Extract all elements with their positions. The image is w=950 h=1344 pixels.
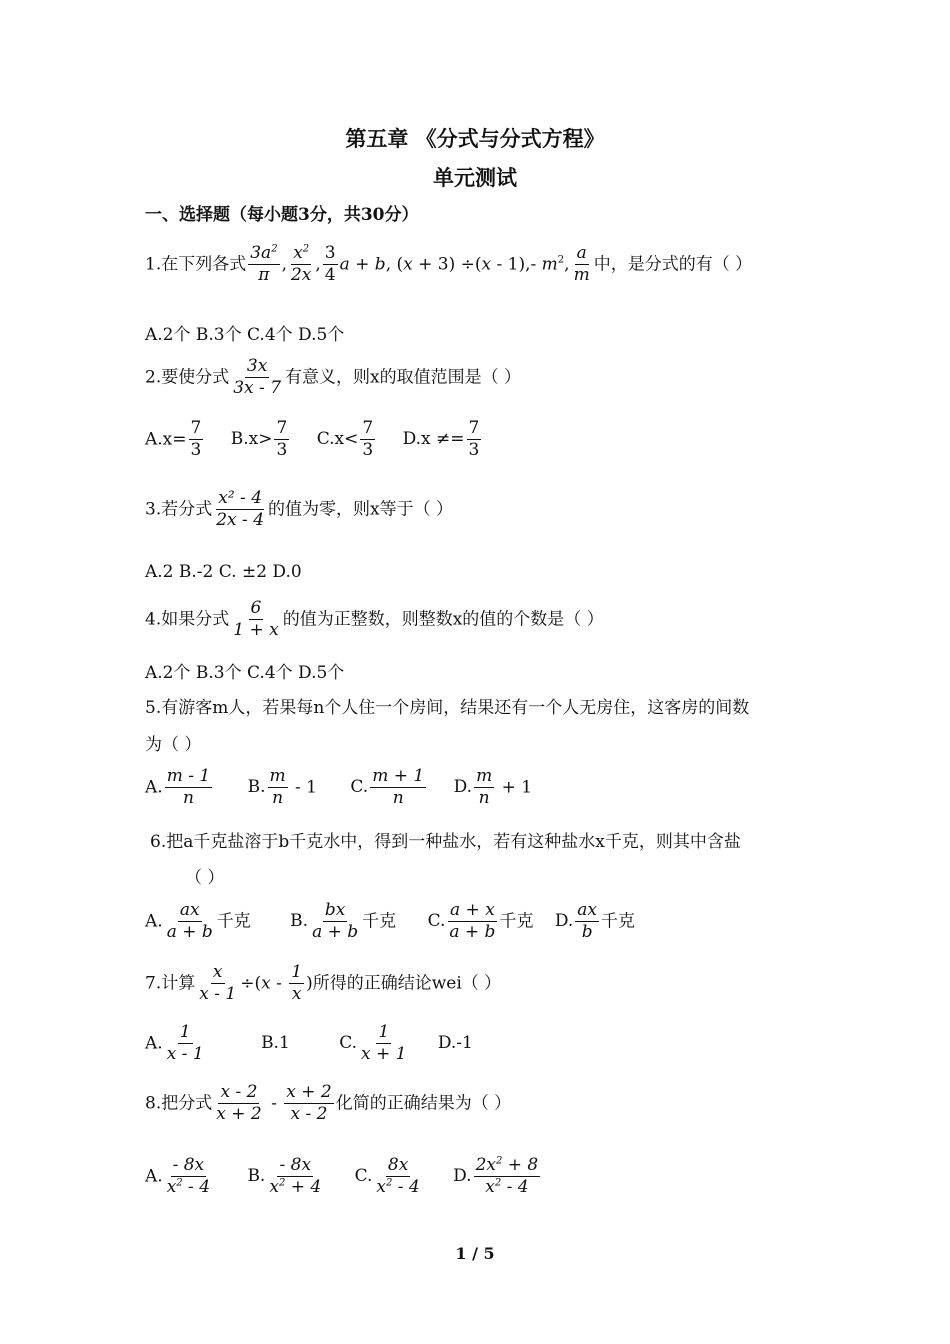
q5-options: A. $\frac{m - 1}{n}$ B. $\frac{m}{n}$ - 1 C. $\frac{m + 1}{n}$ D. $\frac{m}{n}$ + 1 [145,766,533,809]
q1-stem-end: 中，是分式的有（ ） [593,254,753,275]
q4-numerator: 6 [249,598,264,620]
q6-unit-d: 千克 [601,911,636,932]
q7-opt-b: B.1 [261,1033,290,1054]
q2-options: A.x= $\frac{7}{3}$ B.x> $\frac{7}{3}$ C.x< $\frac{7}{3}$ D.x ≠= $\frac{7}{3}$ [145,418,480,461]
page-subtitle: 单元测试 [433,165,517,190]
question-7: 7.计算 $\frac{x}{x - 1}$ ÷(x - $\frac{1}{x}$ )所得的正确结论wei（ ） [145,962,502,1005]
q7-options: A. $\frac{1}{x - 1}$ B.1 C. $\frac{1}{x + 1}$ D.-1 [145,1022,473,1065]
q2-opt-b: B.x> [230,429,273,450]
q3-stem: 3.若分式 [145,499,213,520]
q4-denominator: 1 + x [233,620,279,641]
q1-options: A.2个 B.3个 C.4个 D.5个 [145,325,345,345]
q4-stem: 4.如果分式 [145,609,230,630]
q5-opt-a: A. [145,777,163,798]
question-3 [145,488,453,532]
q6-line-1: 6.把a千克盐溶于b千克水中，得到一种盐水，若有这种盐水x千克，则其中含盐 [150,832,741,852]
page-title: 第五章 《分式与分式方程》 [345,126,605,151]
q2-opt-a: A.x= [145,429,187,450]
q5-opt-b: B. [247,777,266,798]
q7-opt-d: D.-1 [437,1033,473,1054]
q6-unit-b: 千克 [362,911,397,932]
q2-opt-d: D.x ≠= [402,429,465,450]
q5-opt-c: C. [350,777,369,798]
q5-line-2: 为（ ） [145,735,202,755]
q3-options: A.2 B.-2 C. ±2 D.0 [145,562,302,582]
page-number: 1 / 5 [455,1244,495,1263]
q3-numerator: x² - 4 [216,488,264,510]
q6-line-2: （ ） [185,868,225,888]
q2-stem-end: 有意义，则x的取值范围是（ ） [285,367,522,388]
q2-stem: 2.要使分式 [145,367,230,388]
question-4 [145,598,604,642]
q1-stem: 1.在下列各式 [145,254,247,275]
question-1: 1.在下列各式 $\frac{3a^2}{\pi}$ , $\frac{x^2}{2x}$ , $\frac{3}{4}$ a + b, (x + 3) ÷(x - 1),- $m^2$, $\frac{a}{m}$ 中，是分式的有（ ） [145,243,753,286]
section-heading: 一、选择题（每小题3分，共30分） [145,205,419,225]
q5-line-1: 5.有游客m人，若果每n个人住一个房间，结果还有一个人无房住，这客房的间数 [145,698,750,718]
question-8: 8.把分式 $\frac{x - 2}{x + 2}$ - $\frac{x + 2}{x - 2}$ 化简的正确结果为（ ） [145,1082,512,1125]
q5-opt-d: D. [453,777,473,798]
q4-stem-end: 的值为正整数，则整数x的值的个数是（ ） [282,609,604,630]
question-2 [145,356,521,400]
q2-opt-c: C.x< [316,429,359,450]
q4-options: A.2个 B.3个 C.4个 D.5个 [145,663,345,683]
q2-numerator: 3x [245,356,269,378]
q2-denominator: 3x - 7 [233,378,282,399]
q3-stem-end: 的值为零，则x等于（ ） [268,499,454,520]
q7-stem: 7.计算 [145,973,196,994]
q8-stem-end: 化简的正确结果为（ ） [335,1093,512,1114]
q6-options: A. $\frac{ax}{a + b}$ 千克 B. $\frac{bx}{a + b}$ 千克 C. $\frac{a + x}{a + b}$ 千克 D. $\frac{ax}{b}$ 千克 [145,900,636,943]
q8-options: A. $\frac{- 8x}{x^2 - 4}$ B. $\frac{- 8x}{x^2 + 4}$ C. $\frac{8x}{x^2 - 4}$ D. $\frac{2x^2 + 8}{x^2 - 4}$ [145,1155,539,1198]
q6-unit-c: 千克 [499,911,534,932]
q3-denominator: 2x - 4 [216,510,265,531]
q6-unit-a: 千克 [216,911,251,932]
q7-stem-end: 所得的正确结论wei（ ） [312,973,502,994]
q8-stem: 8.把分式 [145,1093,213,1114]
